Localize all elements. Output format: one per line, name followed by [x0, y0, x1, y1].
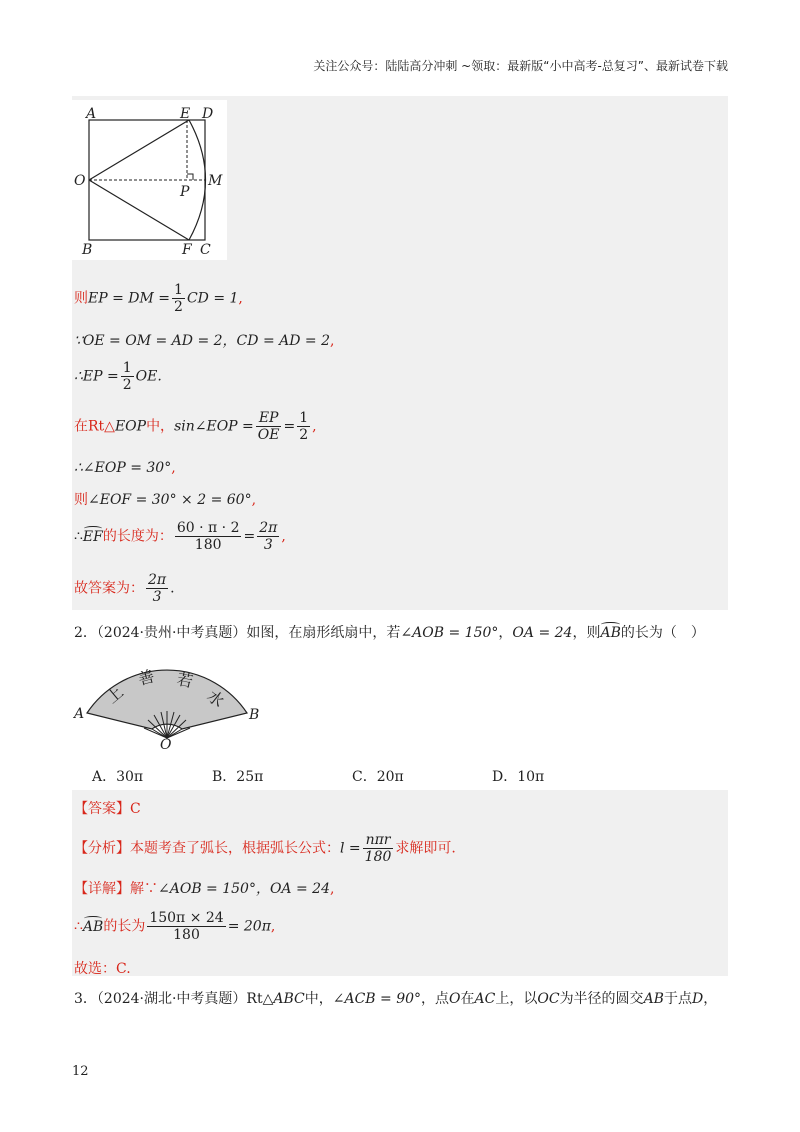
- label-B: B: [82, 242, 93, 258]
- fan-char-3: 若: [175, 669, 195, 692]
- sol-line-8: 故答案为： $\frac{2\pi}{3}$ .: [74, 572, 175, 606]
- fan-char-1: 上: [102, 682, 127, 708]
- label-P: P: [180, 184, 190, 200]
- option-d[interactable]: D．10π: [492, 769, 545, 785]
- page-number: 12: [72, 1064, 89, 1079]
- sol-line-1: 则EP = DM = $\frac{1}{2}$ CD = 1,: [74, 282, 243, 316]
- fan-label-O: O: [160, 737, 172, 752]
- label-M: M: [208, 173, 223, 189]
- option-b[interactable]: B．25π: [212, 769, 264, 785]
- sol-line-4: 在Rt△EOP中，sin∠EOP = $\frac{EP}{OE}$ = $\frac{1}{2}$ ,: [74, 410, 317, 444]
- sol-line-5: ∴∠EOP = 30°,: [74, 460, 176, 476]
- option-a[interactable]: A．30π: [92, 769, 144, 785]
- q2-choose: 故选：C.: [74, 961, 131, 977]
- q2-analysis: 【分析】本题考查了弧长，根据弧长公式：l = $\frac{\text{nπr}}{180}$ 求解即可.: [74, 832, 456, 866]
- label-C: C: [200, 242, 211, 258]
- paper-fan-figure: [72, 640, 272, 752]
- fan-char-4: 水: [203, 686, 228, 712]
- question-3-stem: 3．（2024·湖北·中考真题）Rt△ABC中，∠ACB = 90°，点O在AC上，以OC为半径的圆交AB于点D，: [74, 991, 718, 1007]
- q2-detail: 【详解】解∵∠AOB = 150°，OA = 24,: [74, 881, 335, 897]
- page-header: 关注公众号：陆陆高分冲刺 ~领取：最新版“小中高考-总复习”、最新试卷下载: [313, 59, 728, 73]
- fan-label-A: A: [74, 706, 85, 722]
- fan-char-2: 善: [136, 666, 157, 689]
- fan-label-B: B: [249, 707, 260, 723]
- label-A: A: [86, 106, 97, 122]
- q2-detail-2: ∴AB的长为 $\frac{150\pi \times 24}{180}$ = 20π,: [74, 910, 276, 944]
- sol-line-2: ∵OE = OM = AD = 2，CD = AD = 2,: [74, 333, 335, 349]
- label-F: F: [182, 242, 192, 258]
- label-D: D: [202, 106, 214, 122]
- question-2-stem: 2．（2024·贵州·中考真题）如图，在扇形纸扇中，若∠AOB = 150°，OA = 24，则AB的长为（ ）: [74, 625, 705, 641]
- label-O: O: [74, 173, 86, 189]
- label-E: E: [180, 106, 191, 122]
- option-c[interactable]: C．20π: [352, 769, 404, 785]
- sol-line-3: ∴EP = $\frac{1}{2}$ OE.: [74, 360, 162, 394]
- square-sector-figure: [72, 100, 227, 260]
- sol-line-6: 则∠EOF = 30° × 2 = 60°,: [74, 492, 257, 508]
- q2-answer: 【答案】C: [74, 801, 141, 817]
- sol-line-7: ∴EF的长度为： $\frac{60 \cdot \pi \cdot 2}{180}$ = $\frac{2\pi}{3}$ ,: [74, 520, 286, 554]
